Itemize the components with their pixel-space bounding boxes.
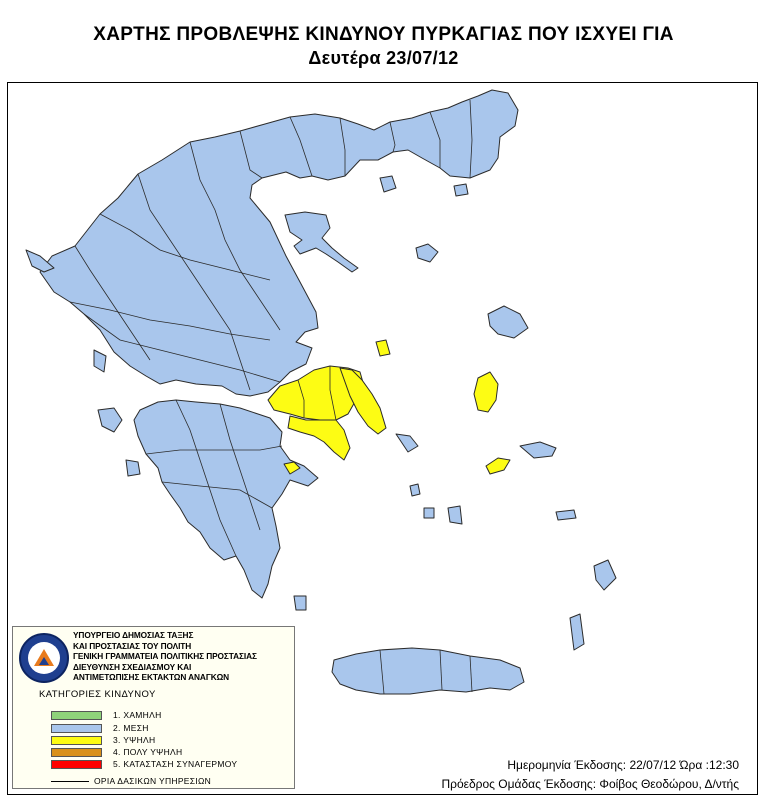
region-ikaria (486, 458, 510, 474)
categories-title: ΚΑΤΗΓΟΡΙΕΣ ΚΙΝΔΥΝΟΥ (39, 689, 156, 700)
region-skiathos (376, 340, 390, 356)
category-low-label: 1. ΧΑΜΗΛΗ (113, 710, 162, 720)
category-alert-swatch (51, 760, 102, 769)
region-limnos (416, 244, 438, 262)
category-very-high-swatch (51, 748, 102, 757)
region-samothraki (454, 184, 468, 196)
issue-date-line: Ημερομηνία Έκδοσης: 22/07/12 Ώρα :12:30 (507, 758, 739, 772)
region-kefalonia (98, 408, 122, 432)
civil-protection-seal (19, 633, 69, 683)
region-paros (424, 508, 434, 518)
region-rhodes (594, 560, 616, 590)
region-naxos (448, 506, 462, 524)
region-zakynthos (126, 460, 140, 476)
map-title: ΧΑΡΤΗΣ ΠΡΟΒΛΕΨΗΣ ΚΙΝΔΥΝΟΥ ΠΥΡΚΑΓΙΑΣ ΠΟΥ ΙΣΧΥΕΙ ΓΙΑ (93, 24, 674, 45)
region-attica (288, 416, 350, 460)
boundary-label: ΟΡΙΑ ΔΑΣΙΚΩΝ ΥΠΗΡΕΣΙΩΝ (94, 776, 212, 786)
region-thasos (380, 176, 396, 192)
region-lefkada (94, 350, 106, 372)
issue-chair-line: Πρόεδρος Ομάδας Έκδοσης: Φοίβος Θεοδώρου, Δ/ντής (441, 777, 739, 791)
ministry-line-4: ΔΙΕΥΘΥΝΣΗ ΣΧΕΔΙΑΣΜΟΥ ΚΑΙ (73, 661, 192, 672)
category-medium-label: 2. ΜΕΣΗ (113, 723, 149, 733)
region-chalkidiki (285, 212, 358, 272)
category-low-swatch (51, 711, 102, 720)
region-lesvos (488, 306, 528, 338)
ministry-line-2: ΚΑΙ ΠΡΟΣΤΑΣΙΑΣ ΤΟΥ ΠΟΛΙΤΗ (73, 640, 192, 651)
region-samos (520, 442, 556, 458)
map-date: Δευτέρα 23/07/12 (308, 48, 459, 68)
region-syros (410, 484, 420, 496)
category-very-high-label: 4. ΠΟΛΥ ΥΨΗΛΗ (113, 747, 183, 757)
region-crete (332, 648, 524, 694)
region-mainland (40, 90, 518, 396)
ministry-text (73, 630, 295, 683)
region-chios (474, 372, 498, 412)
category-medium-swatch (51, 724, 102, 733)
category-high-swatch (51, 736, 102, 745)
ministry-line-5: ΑΝΤΙΜΕΤΩΠΙΣΗΣ ΕΚΤΑΚΤΩΝ ΑΝΑΓΚΩΝ (73, 672, 230, 683)
category-high-label: 3. ΥΨΗΛΗ (113, 735, 156, 745)
ministry-line-3: ΓΕΝΙΚΗ ΓΡΑΜΜΑΤΕΙΑ ΠΟΛΙΤΙΚΗΣ ΠΡΟΣΤΑΣΙΑΣ (73, 651, 257, 662)
region-karpathos (570, 614, 584, 650)
region-peloponnese (134, 400, 318, 598)
legend-panel (12, 626, 295, 789)
boundary-line-sample (51, 781, 89, 782)
region-kythira (294, 596, 306, 610)
category-alert-label: 5. ΚΑΤΑΣΤΑΣΗ ΣΥΝΑΓΕΡΜΟΥ (113, 759, 238, 769)
ministry-line-1: ΥΠΟΥΡΓΕΙΟ ΔΗΜΟΣΙΑΣ ΤΑΞΗΣ (73, 630, 194, 640)
region-andros (396, 434, 418, 452)
region-kos (556, 510, 576, 520)
